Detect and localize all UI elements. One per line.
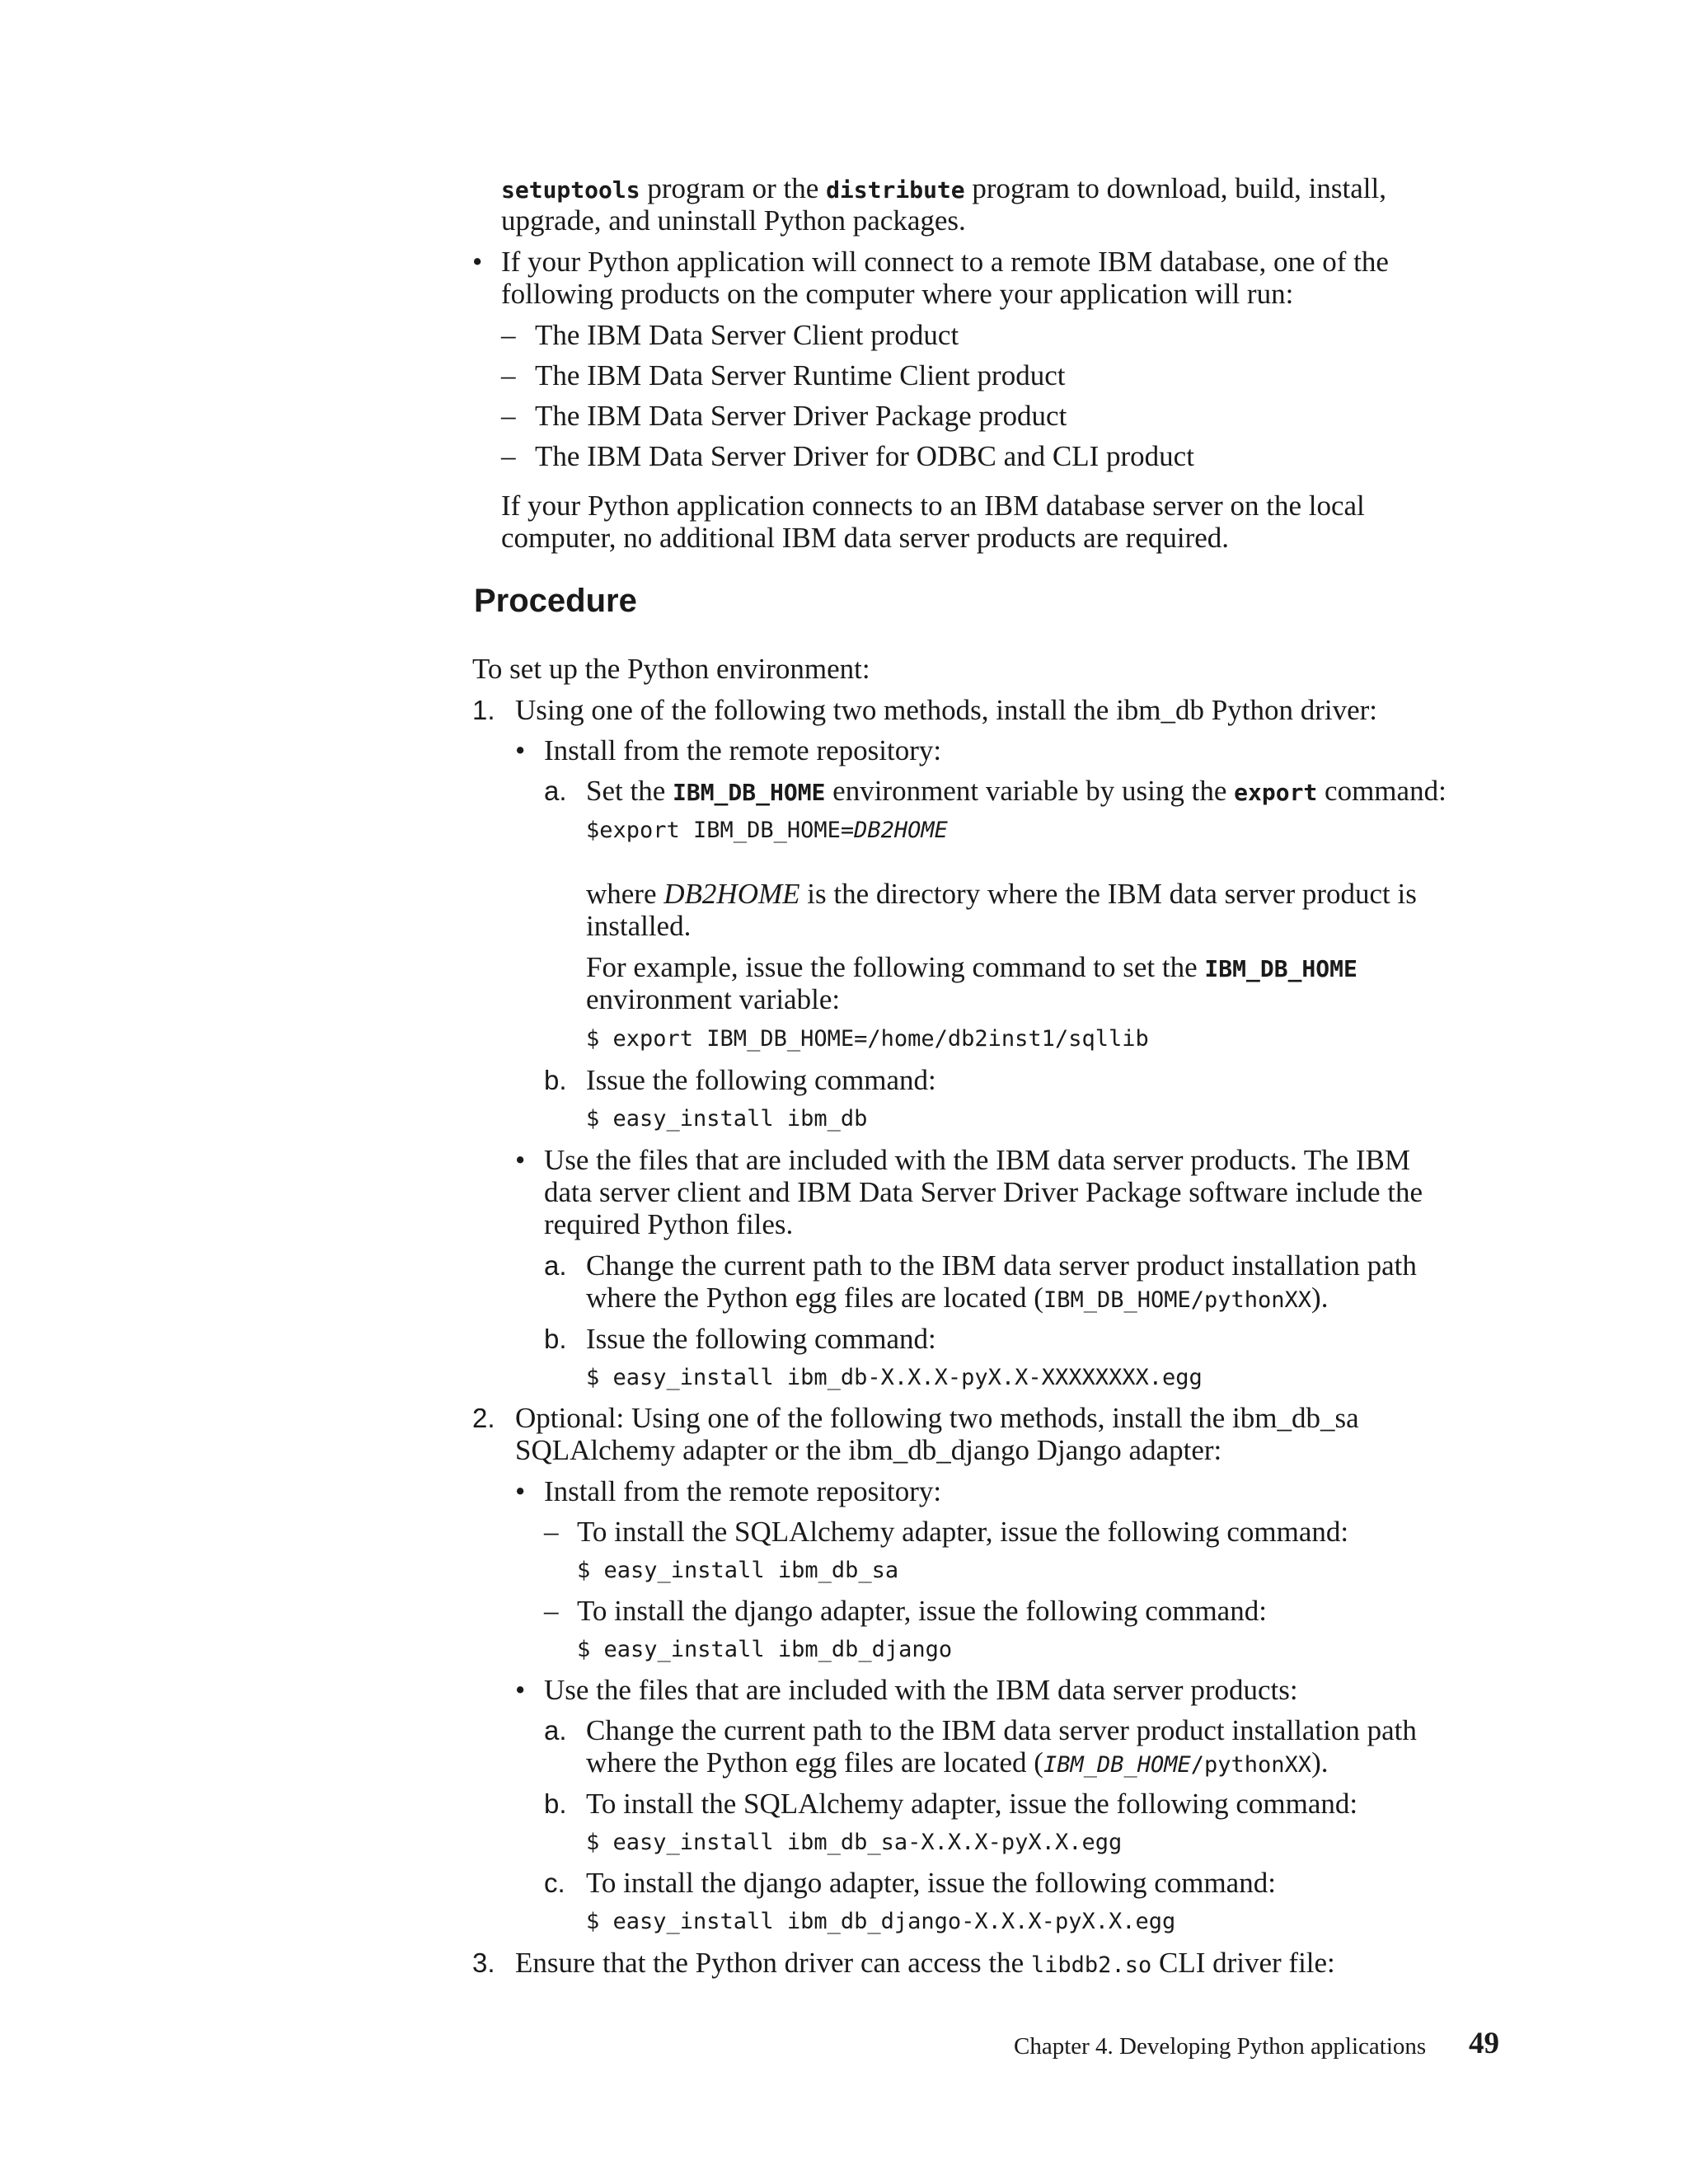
product-item: The IBM Data Server Driver for ODBC and CLI product — [535, 440, 1194, 472]
step-1-text: Using one of the following two methods, install the ibm_db Python driver: — [515, 694, 1378, 726]
step-2c-text: To install the django adapter, issue the following command: — [586, 1867, 1276, 1899]
local-server-note-line-2: computer, no additional IBM data server products are required. — [501, 522, 1230, 554]
code-easy-install-ibm-db-django: $ easy_install ibm_db_django — [577, 1637, 953, 1662]
step-number: 3. — [472, 1947, 495, 1978]
code-easy-install-ibm-db: $ easy_install ibm_db — [586, 1106, 868, 1132]
step-1a-text: Set the IBM_DB_HOME environment variable by using the export command: — [586, 775, 1447, 807]
step-2-line-2: SQLAlchemy adapter or the ibm_db_django Django adapter: — [515, 1434, 1222, 1466]
distribute-command: distribute — [826, 176, 965, 204]
example-line-1: For example, issue the following command to set the IBM_DB_HOME — [586, 951, 1357, 983]
django-install-text: To install the django adapter, issue the following command: — [577, 1595, 1267, 1627]
where-db2home-line-2: installed. — [586, 910, 692, 942]
sqlalchemy-install-text: To install the SQLAlchemy adapter, issue the following command: — [577, 1516, 1349, 1548]
prereq-line-1: setuptools program or the distribute program to download, build, install, — [501, 172, 1386, 204]
remote-repo-label: Install from the remote repository: — [544, 1475, 942, 1507]
substep-letter: b. — [544, 1788, 567, 1819]
page-number: 49 — [1469, 2027, 1499, 2060]
code-easy-install-sa-egg: $ easy_install ibm_db_sa-X.X.X-pyX.X.egg — [586, 1830, 1123, 1855]
step-1-files-b-text: Issue the following command: — [586, 1323, 936, 1355]
code-export-db2home: $export IBM_DB_HOME=DB2HOME — [586, 818, 948, 843]
substep-letter: a. — [544, 776, 567, 806]
product-item: The IBM Data Server Runtime Client product — [535, 359, 1066, 391]
step-1b-text: Issue the following command: — [586, 1064, 936, 1096]
files-bullet-line-1: Use the files that are included with the IBM data server products. The IBM — [544, 1144, 1411, 1176]
remote-db-bullet-line-2: following products on the computer where your application will run: — [501, 278, 1294, 310]
step-2-line-1: Optional: Using one of the following two methods, install the ibm_db_sa — [515, 1402, 1359, 1434]
step-1-files-a-line-2: where the Python egg files are located (IBM_DB_HOME/pythonXX). — [586, 1282, 1329, 1314]
procedure-intro: To set up the Python environment: — [472, 653, 870, 685]
footer-chapter-title: Chapter 4. Developing Python applications — [1014, 2033, 1427, 2060]
dash-marker: – — [501, 400, 516, 432]
files-bullet-line-3: required Python files. — [544, 1208, 794, 1240]
step-2a-line-1: Change the current path to the IBM data server product installation path — [586, 1714, 1417, 1746]
substep-letter: a. — [544, 1250, 567, 1281]
dash-marker: – — [544, 1516, 559, 1548]
substep-letter: a. — [544, 1715, 567, 1746]
libdb2-file: libdb2.so — [1030, 1952, 1152, 1978]
code-export-example: $ export IBM_DB_HOME=/home/db2inst1/sqllib — [586, 1026, 1149, 1052]
dash-marker: – — [501, 319, 516, 351]
step-1-files-a-line-1: Change the current path to the IBM data server product installation path — [586, 1249, 1417, 1282]
code-easy-install-django-egg: $ easy_install ibm_db_django-X.X.X-pyX.X.egg — [586, 1909, 1176, 1934]
setuptools-command: setuptools — [501, 176, 640, 204]
step-number: 2. — [472, 1403, 495, 1433]
remote-db-bullet-line-1: If your Python application will connect to a remote IBM database, one of the — [501, 246, 1389, 278]
remote-repo-label: Install from the remote repository: — [544, 734, 942, 766]
bullet-marker: • — [472, 246, 483, 278]
example-line-2: environment variable: — [586, 983, 841, 1015]
bullet-marker: • — [515, 1475, 526, 1507]
code-easy-install-ibm-db-sa: $ easy_install ibm_db_sa — [577, 1558, 899, 1583]
files-bullet-line-2: data server client and IBM Data Server Driver Package software include the — [544, 1176, 1423, 1208]
export-command: export — [1234, 779, 1318, 806]
step-2a-line-2: where the Python egg files are located (IBM_DB_HOME/pythonXX). — [586, 1746, 1329, 1779]
bullet-marker: • — [515, 1674, 526, 1706]
section-heading-procedure: Procedure — [474, 583, 637, 619]
step-number: 1. — [472, 695, 495, 725]
product-item: The IBM Data Server Client product — [535, 319, 959, 351]
product-item: The IBM Data Server Driver Package product — [535, 400, 1067, 432]
dash-marker: – — [501, 359, 516, 391]
bullet-marker: • — [515, 734, 526, 766]
dash-marker: – — [501, 440, 516, 472]
ibm-db-home-var: IBM_DB_HOME — [672, 779, 826, 806]
step-3-text: Ensure that the Python driver can access the libdb2.so CLI driver file: — [515, 1947, 1335, 1979]
where-db2home-line-1: where DB2HOME is the directory where the IBM data server product is — [586, 878, 1417, 910]
substep-letter: b. — [544, 1065, 567, 1095]
dash-marker: – — [544, 1595, 559, 1627]
bullet-marker: • — [515, 1144, 526, 1176]
local-server-note-line-1: If your Python application connects to an IBM database server on the local — [501, 490, 1365, 522]
substep-letter: c. — [544, 1868, 565, 1898]
step-2b-text: To install the SQLAlchemy adapter, issue the following command: — [586, 1788, 1358, 1820]
prereq-line-2: upgrade, and uninstall Python packages. — [501, 204, 966, 237]
substep-letter: b. — [544, 1324, 567, 1354]
files-label: Use the files that are included with the IBM data server products: — [544, 1674, 1298, 1706]
code-easy-install-egg: $ easy_install ibm_db-X.X.X-pyX.X-XXXXXXXX.egg — [586, 1365, 1203, 1390]
